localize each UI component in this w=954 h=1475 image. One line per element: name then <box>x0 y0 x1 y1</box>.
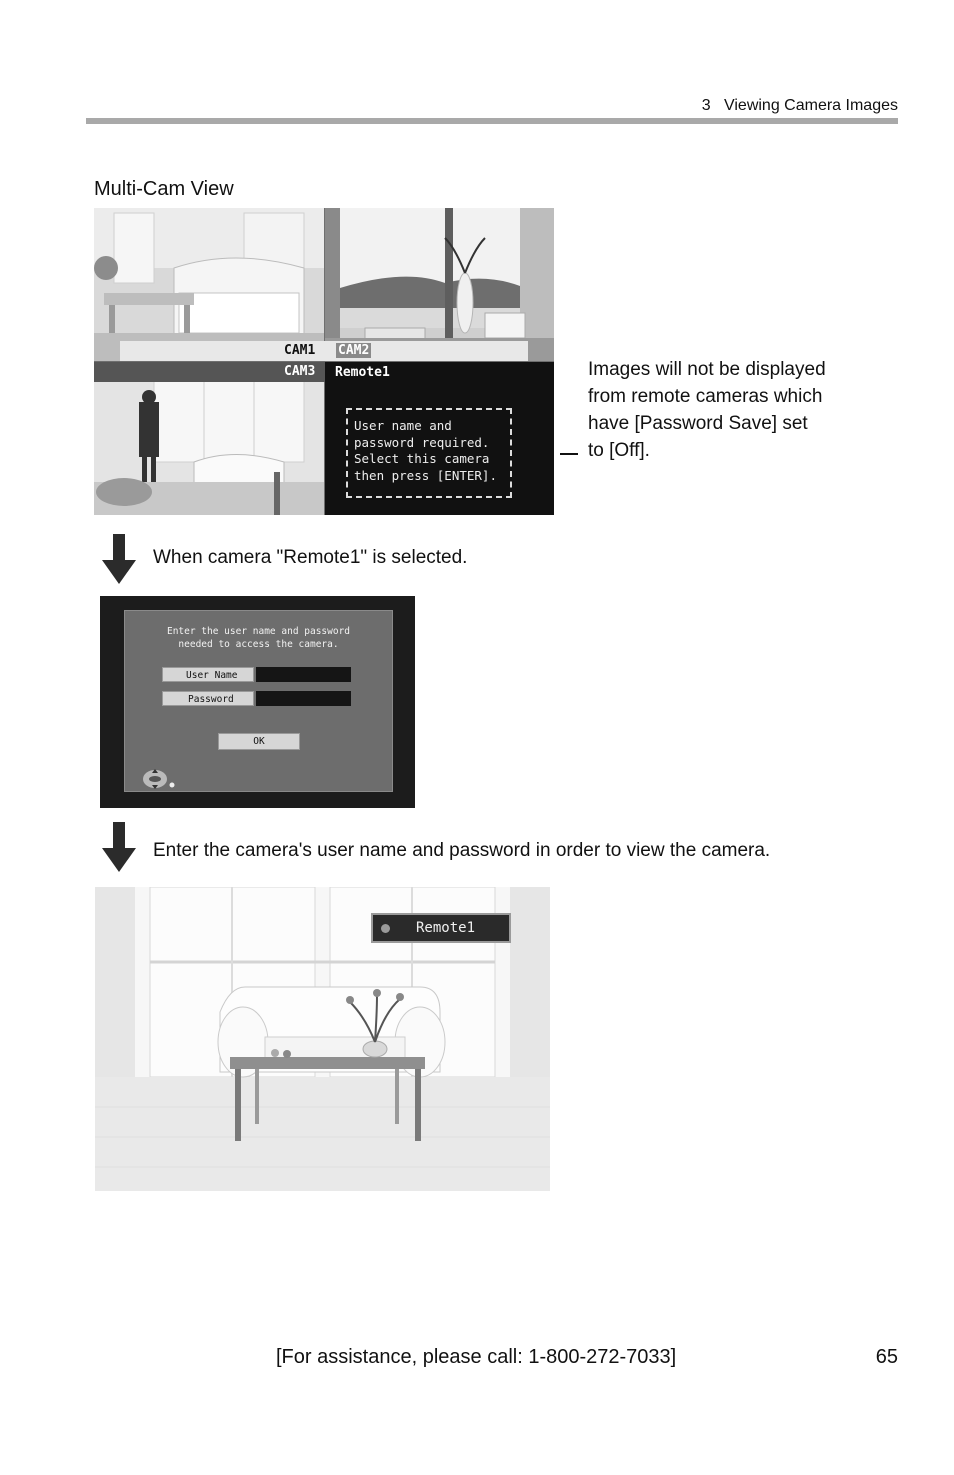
password-field[interactable] <box>256 691 351 706</box>
header-rule <box>86 118 898 124</box>
down-arrow-icon <box>102 534 136 584</box>
remote1-cell[interactable] <box>325 362 554 515</box>
remote-control-icon <box>141 768 177 790</box>
password-required-message <box>346 408 512 498</box>
message-line: User name and <box>354 418 452 433</box>
cam1-label: CAM1 <box>284 343 316 358</box>
cam-label-bar-top <box>120 341 528 361</box>
login-prompt <box>125 625 392 651</box>
user-name-field[interactable] <box>256 667 351 682</box>
assistance-footer: [For assistance, please call: 1-800-272-7033] <box>276 1346 677 1368</box>
ok-button[interactable]: OK <box>218 733 300 750</box>
remote1-osd-text: Remote1 <box>416 920 476 936</box>
cam2-image <box>325 208 554 361</box>
login-dialog-screenshot <box>100 596 415 808</box>
callout-line <box>516 453 552 455</box>
cam2-label: CAM2 <box>338 343 370 358</box>
password-label: Password <box>162 691 254 706</box>
running-header: 3 Viewing Camera Images <box>701 97 898 114</box>
page-number: 65 <box>875 1346 898 1368</box>
section-title: Multi-Cam View <box>94 178 234 200</box>
cam3-label: CAM3 <box>284 364 316 379</box>
message-line: Select this camera <box>354 451 490 466</box>
callout-line-end <box>560 453 578 455</box>
step-2-text: Enter the camera's user name and password in order to view the camera. <box>153 840 771 861</box>
step-1-text: When camera "Remote1" is selected. <box>153 547 468 568</box>
cam1-image <box>94 208 324 361</box>
cam3-image <box>94 362 324 515</box>
multicam-screenshot <box>94 208 554 515</box>
remote1-label: Remote1 <box>335 365 390 380</box>
remote-camera-note: Images will not be displayed from remote cameras which have [Password Save] set to [Off]. <box>588 359 826 461</box>
message-line: then press [ENTER]. <box>354 467 497 483</box>
login-dialog <box>124 610 393 792</box>
user-name-label: User Name <box>162 667 254 682</box>
login-prompt-line: needed to access the camera. <box>178 639 339 650</box>
remote1-osd-label <box>371 913 511 943</box>
down-arrow-icon <box>102 822 136 872</box>
status-dot-icon <box>381 924 390 933</box>
remote1-camera-image <box>95 887 550 1191</box>
login-prompt-line: Enter the user name and password <box>166 626 351 637</box>
message-line: password required. <box>354 434 490 450</box>
